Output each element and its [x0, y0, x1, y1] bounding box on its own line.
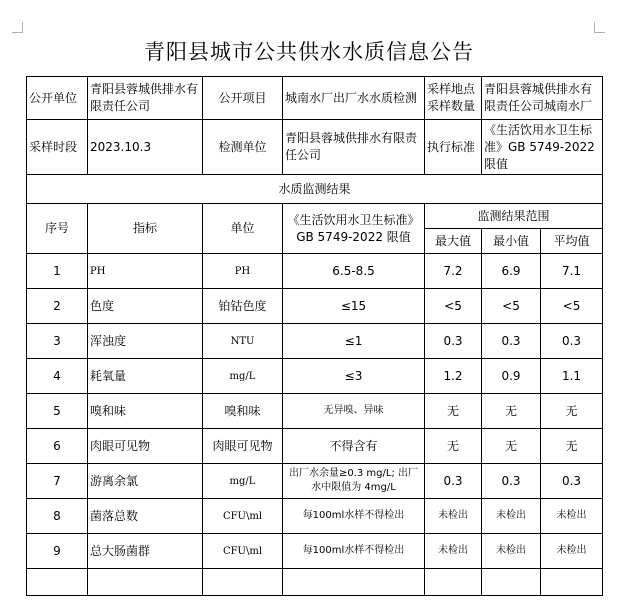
- cell-avg: 7.1: [541, 254, 603, 289]
- section-row: [27, 175, 603, 204]
- table-row: [27, 429, 603, 464]
- info-row-2: [27, 120, 603, 175]
- cell-max: 0.3: [425, 464, 482, 499]
- cell-no: 5: [27, 394, 88, 429]
- cell-avg: 0.3: [541, 464, 603, 499]
- cell-avg: 未检出: [541, 499, 603, 534]
- sampling-time-label: 采样时段: [27, 120, 88, 175]
- cell-max: 未检出: [425, 499, 482, 534]
- cell-no: 9: [27, 534, 88, 569]
- cell-avg: 未检出: [541, 534, 603, 569]
- cell-unit: mg/L: [203, 359, 283, 394]
- cell-indicator: 总大肠菌群: [88, 534, 203, 569]
- col-header-min: 最小值: [482, 229, 541, 254]
- cell-limit: ≤3: [283, 359, 425, 394]
- cell-max: 1.2: [425, 359, 482, 394]
- cell-no: 2: [27, 289, 88, 324]
- cell-indicator: PH: [88, 254, 203, 289]
- cell-limit: 不得含有: [283, 429, 425, 464]
- standard-value: 《生活饮用水卫生标准》GB 5749-2022 限值: [482, 120, 603, 175]
- testing-org-value: 青阳县蓉城供排水有限责任公司: [283, 120, 425, 175]
- table-row: [27, 394, 603, 429]
- cell-unit: 肉眼可见物: [203, 429, 283, 464]
- water-quality-table: [26, 76, 603, 596]
- cell-no: 4: [27, 359, 88, 394]
- cell-unit: mg/L: [203, 464, 283, 499]
- cell-min: 无: [482, 429, 541, 464]
- cell-empty: [27, 569, 88, 596]
- table-row: [27, 289, 603, 324]
- cell-limit: 每100ml水样不得检出: [283, 534, 425, 569]
- cell-max: 无: [425, 429, 482, 464]
- cell-no: 3: [27, 324, 88, 359]
- table-row: [27, 324, 603, 359]
- cell-unit: 铂钴色度: [203, 289, 283, 324]
- col-header-max: 最大值: [425, 229, 482, 254]
- table-row: [27, 464, 603, 499]
- table-row: [27, 499, 603, 534]
- cell-unit: CFU\ml: [203, 499, 283, 534]
- cell-limit: ≤15: [283, 289, 425, 324]
- cell-avg: 0.3: [541, 324, 603, 359]
- page-corner-mark-left: [12, 22, 23, 33]
- col-header-unit: 单位: [203, 204, 283, 254]
- table-row-cut: [27, 569, 603, 596]
- cell-unit: 嗅和味: [203, 394, 283, 429]
- col-header-avg: 平均值: [541, 229, 603, 254]
- cell-min: 未检出: [482, 534, 541, 569]
- table-row: [27, 359, 603, 394]
- cell-indicator: 浑浊度: [88, 324, 203, 359]
- cell-avg: 无: [541, 429, 603, 464]
- cell-empty: [203, 569, 283, 596]
- cell-indicator: 菌落总数: [88, 499, 203, 534]
- cell-max: 7.2: [425, 254, 482, 289]
- col-header-no: 序号: [27, 204, 88, 254]
- cell-no: 7: [27, 464, 88, 499]
- cell-limit: ≤1: [283, 324, 425, 359]
- project-label: 公开项目: [203, 77, 283, 120]
- col-header-range: 监测结果范围: [425, 204, 603, 229]
- cell-limit: 6.5-8.5: [283, 254, 425, 289]
- cell-min: 0.9: [482, 359, 541, 394]
- cell-max: 0.3: [425, 324, 482, 359]
- publisher-label: 公开单位: [27, 77, 88, 120]
- cell-min: 0.3: [482, 324, 541, 359]
- cell-unit: CFU\ml: [203, 534, 283, 569]
- cell-no: 1: [27, 254, 88, 289]
- cell-indicator: 耗氧量: [88, 359, 203, 394]
- sampling-time-value: 2023.10.3: [88, 120, 203, 175]
- cell-empty: [482, 569, 541, 596]
- standard-label: 执行标准: [425, 120, 482, 175]
- cell-limit: 出厂水余量≥0.3 mg/L; 出厂水中限值为 4mg/L: [283, 464, 425, 499]
- project-value: 城南水厂出厂水水质检测: [283, 77, 425, 120]
- cell-min: 6.9: [482, 254, 541, 289]
- page-corner-mark-right: [594, 22, 605, 33]
- cell-empty: [283, 569, 425, 596]
- sampling-site-label: 采样地点 采样数量: [425, 77, 482, 120]
- cell-avg: <5: [541, 289, 603, 324]
- publisher-value: 青阳县蓉城供排水有限责任公司: [88, 77, 203, 120]
- sampling-site-value: 青阳县蓉城供排水有限责任公司城南水厂: [482, 77, 603, 120]
- document-title: 青阳县城市公共供水水质信息公告: [144, 40, 474, 64]
- cell-empty: [425, 569, 482, 596]
- info-row-1: [27, 77, 603, 120]
- testing-org-label: 检测单位: [203, 120, 283, 175]
- cell-indicator: 嗅和味: [88, 394, 203, 429]
- cell-max: <5: [425, 289, 482, 324]
- cell-limit: 每100ml水样不得检出: [283, 499, 425, 534]
- cell-empty: [541, 569, 603, 596]
- col-header-indicator: 指标: [88, 204, 203, 254]
- cell-avg: 无: [541, 394, 603, 429]
- cell-empty: [88, 569, 203, 596]
- cell-no: 8: [27, 499, 88, 534]
- cell-min: 未检出: [482, 499, 541, 534]
- cell-min: 0.3: [482, 464, 541, 499]
- section-title: 水质监测结果: [27, 175, 603, 204]
- cell-no: 6: [27, 429, 88, 464]
- cell-max: 未检出: [425, 534, 482, 569]
- cell-min: <5: [482, 289, 541, 324]
- cell-min: 无: [482, 394, 541, 429]
- cell-indicator: 肉眼可见物: [88, 429, 203, 464]
- cell-avg: 1.1: [541, 359, 603, 394]
- cell-limit: 无异嗅、异味: [283, 394, 425, 429]
- header-row-1: [27, 204, 603, 229]
- table-row: [27, 254, 603, 289]
- cell-unit: PH: [203, 254, 283, 289]
- cell-max: 无: [425, 394, 482, 429]
- cell-unit: NTU: [203, 324, 283, 359]
- cell-indicator: 色度: [88, 289, 203, 324]
- table-row: [27, 534, 603, 569]
- cell-indicator: 游离余氯: [88, 464, 203, 499]
- col-header-limit: 《生活饮用水卫生标准》GB 5749-2022 限值: [283, 204, 425, 254]
